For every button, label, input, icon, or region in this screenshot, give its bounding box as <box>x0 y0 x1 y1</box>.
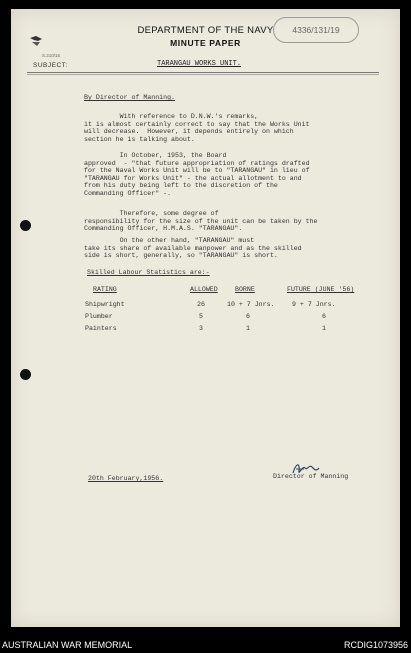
table-cell-rating: Plumber <box>85 313 113 320</box>
table-cell-borne: 1 <box>246 325 250 332</box>
archive-footer <box>0 638 411 653</box>
addressee: By Director of Manning. <box>84 94 176 101</box>
punch-hole-bottom <box>20 369 31 380</box>
table-cell-borne: 10 + 7 Jnrs. <box>227 301 275 308</box>
paragraph-3: Therefore, some degree of responsibility for the size of the unit can be taken by the Commanding Officer, H.M.A.S. "TARANGAU". <box>84 210 318 233</box>
form-title: MINUTE PAPER <box>170 38 241 48</box>
memo-date: 20th February,1956. <box>88 475 164 482</box>
subject-label: SUBJECT: <box>33 62 68 69</box>
paragraph-4: On the other hand, "TARANGAU" must take its share of available manpower and as the skilled side is short, generally, so "TARANGAU" is short. <box>84 237 302 260</box>
table-caption: Skilled Labour Statistics are:- <box>87 269 210 276</box>
table-header-rating: RATING <box>93 286 117 293</box>
paragraph-2: In October, 1953, the Board approved - "that future appropriation of ratings drafted for the Naval Works Unit will be to "TARANGAU" in lieu of "TARANGAU for Works Unit" - the actual allotment to and from his duty being left to the discretion of the Commanding Officer" -. <box>84 152 310 197</box>
table-header-allowed: ALLOWED <box>190 286 218 293</box>
form-number: S.210/15 <box>42 53 61 58</box>
paragraph-1: With reference to D.N.W.'s remarks, it is almost certainly correct to say that the Works Unit will decrease. However, it depends entirely on which section he is talking about. <box>84 113 310 143</box>
table-cell-allowed: 26 <box>197 301 205 308</box>
archive-name: AUSTRALIAN WAR MEMORIAL <box>2 640 133 650</box>
table-cell-future: 9 + 7 Jnrs. <box>292 301 336 308</box>
department-heading: DEPARTMENT OF THE NAVY <box>137 25 274 36</box>
subject-value: TARANGAU WORKS UNIT. <box>157 60 242 68</box>
archive-id: RCDIG1073956 <box>343 640 408 650</box>
table-header-borne: BORNE <box>235 286 255 293</box>
subject-rule <box>27 72 379 73</box>
signature-block: Director of Manning <box>273 473 349 480</box>
file-number-stamp: 4336/131/19 <box>273 17 359 43</box>
table-cell-allowed: 5 <box>199 313 203 320</box>
table-cell-future: 6 <box>322 313 326 320</box>
punch-hole-top <box>20 220 31 231</box>
subject-rule-secondary <box>27 74 379 75</box>
table-cell-allowed: 3 <box>199 325 203 332</box>
minute-paper <box>11 9 400 627</box>
table-cell-borne: 6 <box>246 313 250 320</box>
table-header-future: FUTURE (JUNE '56) <box>287 286 355 293</box>
table-cell-rating: Painters <box>85 325 117 332</box>
table-cell-rating: Shipwright <box>85 301 125 308</box>
table-cell-future: 1 <box>322 325 326 332</box>
